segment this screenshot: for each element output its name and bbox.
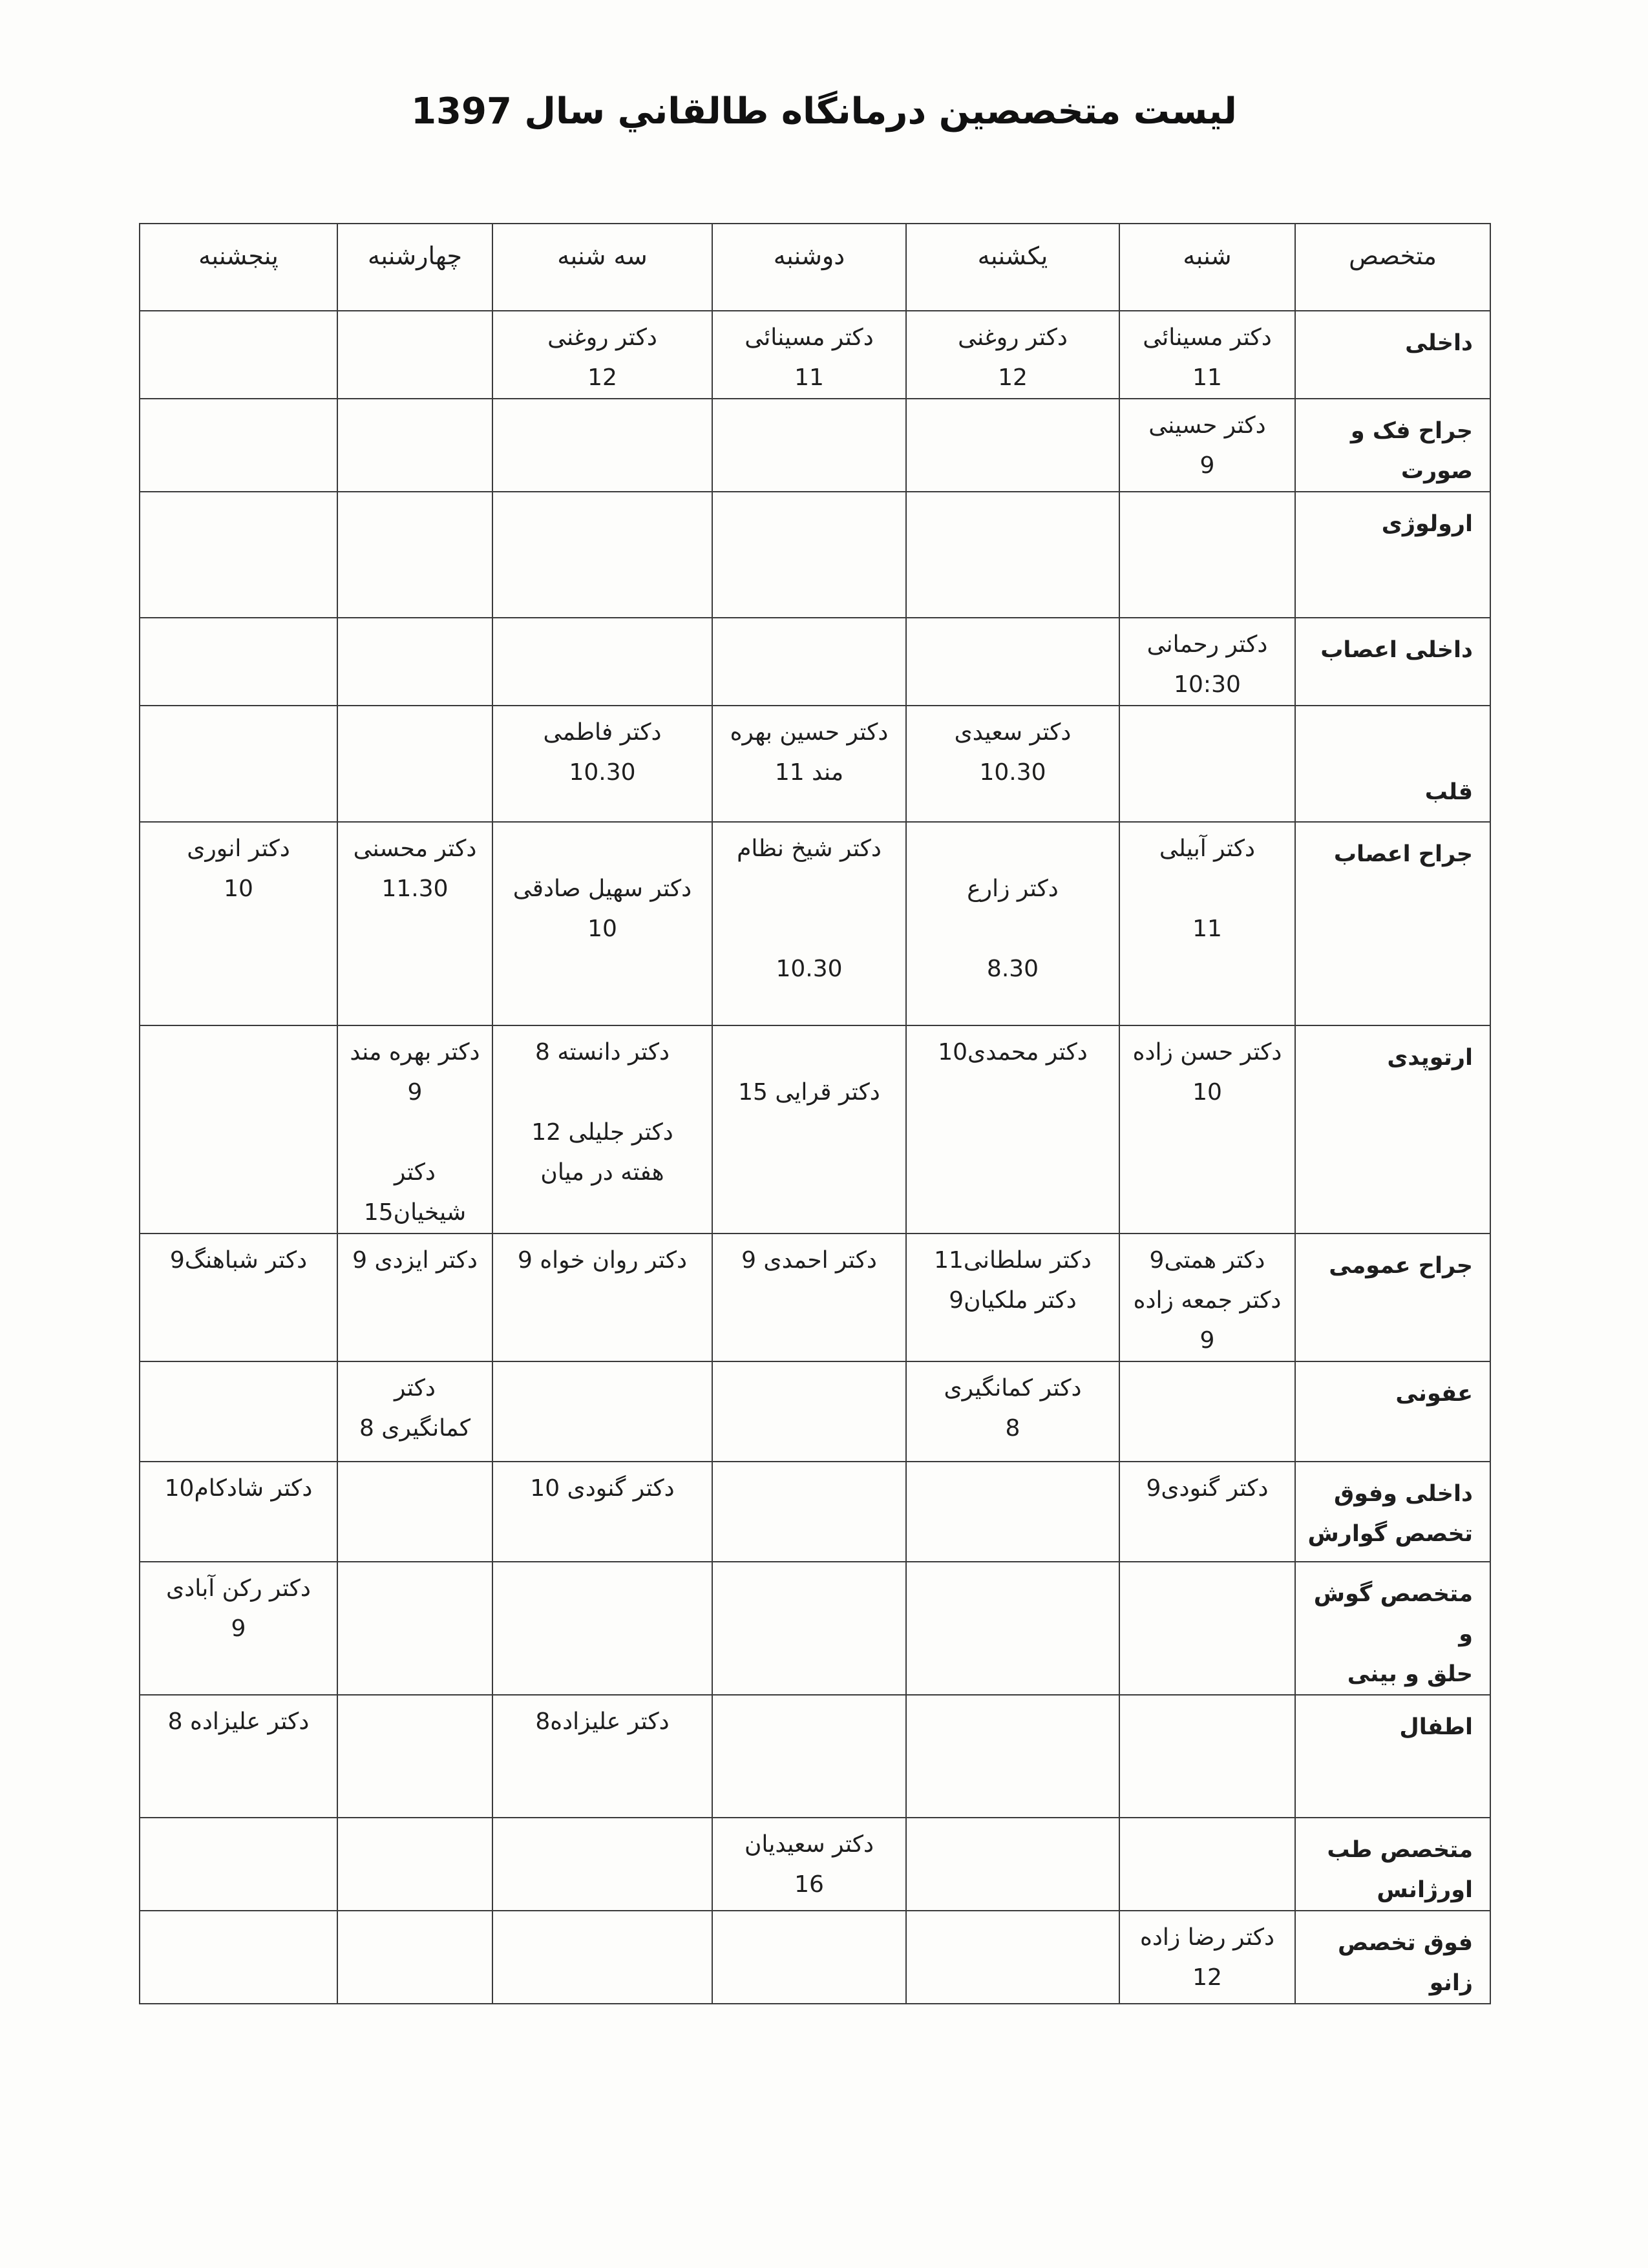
schedule-cell-thursday (140, 492, 337, 618)
table-row (140, 1818, 1490, 1911)
schedule-cell-tuesday (492, 618, 712, 706)
schedule-cell-saturday (1119, 1562, 1295, 1695)
schedule-cell-monday (712, 399, 906, 492)
schedule-cell-thursday (140, 618, 337, 706)
schedule-cell-wednesday (337, 618, 492, 706)
schedule-cell-sunday: دکتر سلطانی11 دکتر ملکیان9 (906, 1234, 1119, 1361)
specialty-cell: داخلی اعصاب (1295, 618, 1490, 706)
schedule-cell-saturday: دکتر آبیلی 11 (1119, 822, 1295, 1025)
schedule-cell-saturday (1119, 492, 1295, 618)
schedule-cell-sunday (906, 1695, 1119, 1818)
specialty-cell: داخلی (1295, 311, 1490, 399)
specialty-cell: جراح فک و صورت (1295, 399, 1490, 492)
schedule-cell-sunday (906, 1462, 1119, 1562)
header-tuesday: سه شنبه (492, 224, 712, 311)
schedule-cell-monday (712, 1361, 906, 1462)
schedule-cell-sunday: دکتر زارع 8.30 (906, 822, 1119, 1025)
specialty-cell: فوق تخصص زانو (1295, 1911, 1490, 2004)
schedule-cell-thursday (140, 1361, 337, 1462)
schedule-cell-tuesday: دکتر فاطمی 10.30 (492, 706, 712, 822)
schedule-cell-tuesday (492, 1818, 712, 1911)
schedule-cell-saturday: دکتر رحمانی 10:30 (1119, 618, 1295, 706)
schedule-cell-monday: دکتر مسینائی 11 (712, 311, 906, 399)
schedule-cell-sunday (906, 618, 1119, 706)
schedule-cell-wednesday (337, 1562, 492, 1695)
schedule-cell-tuesday (492, 1562, 712, 1695)
schedule-cell-saturday: دکتر حسینی 9 (1119, 399, 1295, 492)
header-thursday: پنجشنبه (140, 224, 337, 311)
schedule-cell-thursday: دکتر انوری 10 (140, 822, 337, 1025)
specialty-cell: ارتوپدی (1295, 1025, 1490, 1234)
table-row (140, 1361, 1490, 1462)
specialty-cell: قلب (1295, 706, 1490, 822)
schedule-cell-wednesday: دکتر بهره مند 9 دکتر شیخیان15 (337, 1025, 492, 1234)
schedule-cell-thursday: دکتر علیزاده 8 (140, 1695, 337, 1818)
schedule-cell-sunday: دکتر محمدی10 (906, 1025, 1119, 1234)
header-row (140, 224, 1490, 311)
table-row (140, 618, 1490, 706)
table-row (140, 1695, 1490, 1818)
table-row (140, 822, 1490, 1025)
specialty-cell: عفونی (1295, 1361, 1490, 1462)
schedule-cell-sunday (906, 1911, 1119, 2004)
schedule-cell-wednesday (337, 1695, 492, 1818)
table-row (140, 492, 1490, 618)
schedule-cell-saturday (1119, 1361, 1295, 1462)
specialty-cell: داخلی وفوق تخصص گوارش (1295, 1462, 1490, 1562)
schedule-cell-saturday: دکتر رضا زاده 12 (1119, 1911, 1295, 2004)
schedule-cell-saturday (1119, 1818, 1295, 1911)
schedule-cell-thursday (140, 1818, 337, 1911)
specialty-cell: جراح اعصاب (1295, 822, 1490, 1025)
schedule-cell-monday: دکتر شیخ نظام 10.30 (712, 822, 906, 1025)
schedule-cell-thursday: دکتر شباهنگ9 (140, 1234, 337, 1361)
table-row (140, 1911, 1490, 2004)
schedule-cell-wednesday: دکتر کمانگیری 8 (337, 1361, 492, 1462)
specialty-cell: متخصص گوش و حلق و بینی (1295, 1562, 1490, 1695)
table-row (140, 311, 1490, 399)
page-title: ليست متخصصين درمانگاه طالقاني سال 1397 (411, 90, 1237, 132)
schedule-cell-sunday (906, 492, 1119, 618)
schedule-cell-wednesday (337, 1818, 492, 1911)
schedule-cell-saturday: دکتر گنودی9 (1119, 1462, 1295, 1562)
table-row (140, 1234, 1490, 1361)
schedule-cell-wednesday (337, 399, 492, 492)
schedule-cell-tuesday (492, 1361, 712, 1462)
schedule-cell-wednesday: دکتر محسنی 11.30 (337, 822, 492, 1025)
schedule-cell-saturday (1119, 1695, 1295, 1818)
table-row (140, 1562, 1490, 1695)
schedule-cell-monday: دکتر احمدی 9 (712, 1234, 906, 1361)
specialty-cell: اطفال (1295, 1695, 1490, 1818)
schedule-cell-saturday: دکتر مسینائی 11 (1119, 311, 1295, 399)
schedule-cell-thursday (140, 706, 337, 822)
schedule-cell-sunday (906, 1562, 1119, 1695)
schedule-cell-monday (712, 618, 906, 706)
schedule-cell-sunday (906, 1818, 1119, 1911)
specialty-cell: متخصص طب اورژانس (1295, 1818, 1490, 1911)
schedule-cell-tuesday (492, 1911, 712, 2004)
schedule-cell-saturday (1119, 706, 1295, 822)
table-row (140, 1025, 1490, 1234)
schedule-cell-tuesday: دکتر روان خواه 9 (492, 1234, 712, 1361)
header-monday: دوشنبه (712, 224, 906, 311)
schedule-cell-monday: دکتر حسین بهره مند 11 (712, 706, 906, 822)
header-wednesday: چهارشنبه (337, 224, 492, 311)
schedule-cell-sunday: دکتر سعیدی 10.30 (906, 706, 1119, 822)
table-row (140, 399, 1490, 492)
schedule-cell-tuesday: دکتر روغنی 12 (492, 311, 712, 399)
schedule-cell-wednesday (337, 492, 492, 618)
specialists-schedule-table (139, 223, 1491, 2004)
schedule-cell-thursday (140, 399, 337, 492)
schedule-cell-sunday: دکتر کمانگیری 8 (906, 1361, 1119, 1462)
specialty-cell: ارولوژی (1295, 492, 1490, 618)
schedule-cell-thursday (140, 311, 337, 399)
header-sunday: یکشنبه (906, 224, 1119, 311)
schedule-cell-tuesday (492, 399, 712, 492)
schedule-cell-tuesday: دکتر دانسته 8 دکتر جلیلی 12 هفته در میان (492, 1025, 712, 1234)
table-row (140, 706, 1490, 822)
specialty-cell: جراح عمومی (1295, 1234, 1490, 1361)
table-row (140, 1462, 1490, 1562)
schedule-cell-tuesday: دکتر گنودی 10 (492, 1462, 712, 1562)
schedule-cell-sunday: دکتر روغنی 12 (906, 311, 1119, 399)
schedule-cell-tuesday: دکتر علیزاده8 (492, 1695, 712, 1818)
schedule-cell-wednesday (337, 706, 492, 822)
schedule-cell-saturday: دکتر همتی9 دکتر جمعه زاده 9 (1119, 1234, 1295, 1361)
schedule-cell-tuesday (492, 492, 712, 618)
schedule-cell-wednesday (337, 311, 492, 399)
schedule-cell-thursday: دکتر رکن آبادی 9 (140, 1562, 337, 1695)
schedule-cell-monday (712, 492, 906, 618)
schedule-cell-monday: دکتر سعیدیان 16 (712, 1818, 906, 1911)
schedule-cell-thursday: دکتر شادکام10 (140, 1462, 337, 1562)
schedule-cell-monday (712, 1462, 906, 1562)
schedule-cell-thursday (140, 1025, 337, 1234)
schedule-cell-saturday: دکتر حسن زاده 10 (1119, 1025, 1295, 1234)
schedule-cell-tuesday: دکتر سهیل صادقی 10 (492, 822, 712, 1025)
schedule-cell-wednesday (337, 1911, 492, 2004)
schedule-cell-sunday (906, 399, 1119, 492)
schedule-cell-monday (712, 1695, 906, 1818)
schedule-cell-wednesday: دکتر ایزدی 9 (337, 1234, 492, 1361)
header-saturday: شنبه (1119, 224, 1295, 311)
schedule-cell-wednesday (337, 1462, 492, 1562)
schedule-cell-monday (712, 1911, 906, 2004)
schedule-cell-monday (712, 1562, 906, 1695)
schedule-cell-monday: دکتر قرایی 15 (712, 1025, 906, 1234)
header-specialty: متخصص (1295, 224, 1490, 311)
schedule-cell-thursday (140, 1911, 337, 2004)
